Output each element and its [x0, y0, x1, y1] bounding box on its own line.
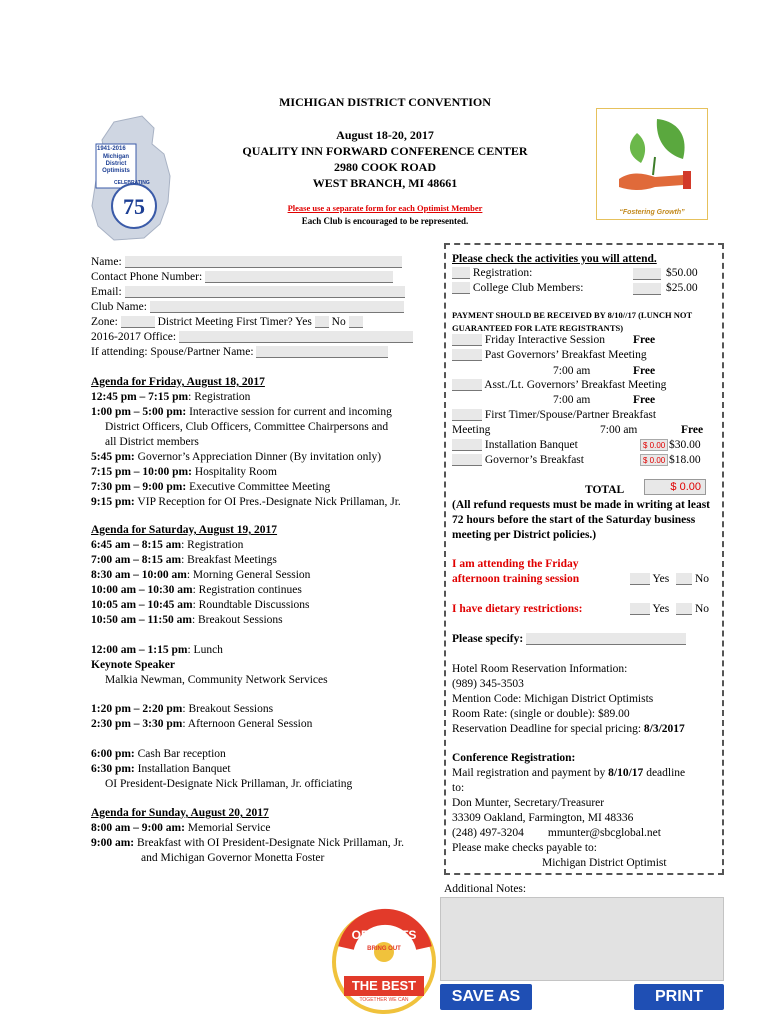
friday-session-checkbox[interactable] — [452, 334, 482, 346]
agenda-item: 12:00 am – 1:15 pm: Lunch — [91, 644, 223, 656]
agenda-item: 7:00 am – 8:15 am: Breakfast Meetings — [91, 554, 277, 566]
email-label: Email: — [91, 286, 122, 298]
michigan-district-logo — [84, 114, 176, 242]
agenda-item: 6:45 am – 8:15 am: Registration — [91, 539, 244, 551]
conf-payee: Michigan District Optimist — [542, 857, 667, 869]
agenda-item: 8:30 am – 10:00 am: Morning General Session — [91, 569, 311, 581]
hotel-title: Hotel Room Reservation Information: — [452, 663, 628, 675]
agenda-item: 6:30 pm: Installation Banquet — [91, 763, 231, 775]
asst-gov-time: 7:00 am — [553, 394, 591, 406]
convention-title: MICHIGAN DISTRICT CONVENTION — [279, 95, 491, 109]
first-timer-breakfast-row: First Timer/Spouse/Partner Breakfast — [452, 408, 656, 423]
convention-venue: QUALITY INN FORWARD CONFERENCE CENTER — [242, 144, 528, 158]
college-qty[interactable] — [633, 283, 661, 295]
keynote-label: Keynote Speaker — [91, 659, 176, 671]
hotel-phone: (989) 345-3503 — [452, 678, 524, 690]
spouse-label: If attending: Spouse/Partner Name: — [91, 346, 254, 358]
gov-breakfast-qty[interactable] — [452, 454, 482, 466]
agenda-saturday — [91, 523, 441, 628]
office-field[interactable] — [179, 331, 413, 343]
activities-heading: Please check the activities you will attend. — [452, 253, 657, 265]
additional-notes-field[interactable] — [440, 897, 724, 981]
evening-block — [91, 747, 441, 792]
agenda-item: OI President-Designate Nick Prillaman, Jr. officiating — [105, 778, 353, 790]
friday-training-question: I am attending the Friday afternoon training session — [452, 558, 580, 585]
hotel-rate: Room Rate: (single or double): $89.00 — [452, 708, 630, 720]
club-name-field[interactable] — [150, 301, 404, 313]
separate-form-note: Please use a separate form for each Optimist Member — [287, 203, 483, 213]
friday-session-price: Free — [633, 334, 656, 346]
dietary-question: I have dietary restrictions: — [452, 603, 583, 615]
club-row — [91, 300, 404, 315]
lunch-block — [91, 643, 441, 688]
agenda-item: 1:20 pm – 2:20 pm: Breakout Sessions — [91, 703, 274, 715]
agenda-friday — [91, 375, 441, 510]
conf-contact: (248) 497-3204 mmunter@sbcglobal.net — [452, 827, 661, 839]
agenda-item: 8:00 am – 9:00 am: Memorial Service — [91, 822, 271, 834]
registration-qty[interactable] — [633, 268, 661, 280]
zone-field[interactable] — [121, 316, 155, 328]
past-gov-checkbox[interactable] — [452, 349, 482, 361]
first-timer-price: Free — [681, 424, 704, 436]
registration-row: Registration: — [452, 266, 532, 281]
logo-mid-text: BRING OUT — [367, 946, 401, 952]
agenda-friday-heading: Agenda for Friday, August 18, 2017 — [91, 376, 265, 388]
club-representation-note: Each Club is encouraged to be represented. — [301, 216, 469, 226]
agenda-item: 10:50 am – 11:50 am: Breakout Sessions — [91, 614, 283, 626]
first-timer-no-label: No — [331, 316, 346, 328]
agenda-item: and Michigan Governor Monetta Foster — [141, 852, 325, 864]
conf-street: 33309 Oakland, Farmington, MI 48336 — [452, 812, 634, 824]
agenda-item: 2:30 pm – 3:30 pm: Afternoon General Session — [91, 718, 313, 730]
zone-row — [91, 315, 363, 330]
hotel-deadline: Reservation Deadline for special pricing: 8/3/2017 — [452, 723, 685, 735]
past-gov-price: Free — [633, 365, 656, 377]
meeting-label: Meeting — [452, 424, 491, 436]
agenda-item: 7:15 pm – 10:00 pm: Hospitality Room — [91, 466, 277, 478]
email-row — [91, 285, 405, 300]
conf-checks: Please make checks payable to: — [452, 842, 597, 854]
agenda-saturday-heading: Agenda for Saturday, August 19, 2017 — [91, 524, 278, 536]
name-row — [91, 255, 402, 270]
logo-years: 1941-2016 — [97, 146, 126, 152]
logo-top-text: OPTIMISTS — [351, 928, 417, 942]
agenda-item: 6:00 pm: Cash Bar reception — [91, 748, 226, 760]
gov-breakfast-amount[interactable]: $ 0.00 — [640, 454, 668, 466]
logo-sub-text: TOGETHER WE CAN — [359, 997, 409, 1003]
registration-price: $50.00 — [666, 267, 698, 279]
dietary-options: Yes No — [630, 602, 709, 617]
banquet-row: Installation Banquet — [452, 438, 578, 453]
zone-label: Zone: — [91, 316, 118, 328]
banquet-price: $30.00 — [669, 439, 701, 451]
friday-training-options: Yes No — [630, 572, 709, 587]
refund-policy: (All refund requests must be made in writing at least 72 hours before the start of the Saturday business meeting per District policies.) — [452, 499, 711, 541]
agenda-sunday-heading: Agenda for Sunday, August 20, 2017 — [91, 807, 269, 819]
conf-mail: Mail registration and payment by 8/10/17 deadline — [452, 767, 686, 779]
convention-city: WEST BRANCH, MI 48661 — [312, 176, 458, 190]
asst-gov-checkbox[interactable] — [452, 379, 482, 391]
past-gov-time: 7:00 am — [553, 365, 591, 377]
keynote-name: Malkia Newman, Community Network Services — [105, 674, 328, 686]
notes-label: Additional Notes: — [444, 883, 527, 895]
club-label: Club Name: — [91, 301, 147, 313]
friday-training-no-box[interactable] — [676, 573, 692, 585]
college-checkbox[interactable] — [452, 282, 470, 294]
agenda-item: District Officers, Club Officers, Committee Chairpersons and — [105, 421, 389, 433]
hotel-info — [452, 662, 720, 737]
anniversary-number: 75 — [123, 194, 145, 219]
office-label: 2016-2017 Office: — [91, 331, 177, 343]
agenda-sunday — [91, 806, 443, 866]
conf-to: to: — [452, 782, 465, 794]
agenda-item: 5:45 pm: Governor’s Appreciation Dinner (By invitation only) — [91, 451, 382, 463]
dietary-no-box[interactable] — [676, 603, 692, 615]
total-field[interactable]: $ 0.00 — [644, 479, 706, 495]
specify-row: Please specify: — [452, 632, 686, 647]
afternoon-block — [91, 702, 441, 732]
college-price: $25.00 — [666, 282, 698, 294]
agenda-item: 7:30 pm – 9:00 pm: Executive Committee Meeting — [91, 481, 331, 493]
logo-bottom-text: THE BEST — [351, 978, 417, 993]
asst-gov-row: Asst./Lt. Governors’ Breakfast Meeting — [452, 378, 666, 393]
banquet-qty[interactable] — [452, 439, 482, 451]
save-as-button[interactable]: SAVE AS — [440, 984, 532, 1010]
fostering-growth-logo — [596, 108, 708, 220]
friday-session-row: Friday Interactive Session — [452, 333, 605, 348]
conference-registration — [452, 751, 720, 871]
first-timer-no-box[interactable] — [349, 316, 363, 328]
agenda-item: 10:05 am – 10:45 am: Roundtable Discussions — [91, 599, 310, 611]
logo-tagline: “Fostering Growth” — [619, 209, 685, 216]
college-row: College Club Members: — [452, 281, 583, 296]
phone-row — [91, 270, 393, 285]
logo-org-name: Michigan District Optimists — [102, 154, 130, 174]
banquet-amount[interactable]: $ 0.00 — [640, 439, 668, 451]
name-field[interactable] — [125, 256, 402, 268]
agenda-item: 9:00 am: Breakfast with OI President-Designate Nick Prillaman, Jr. — [91, 837, 404, 849]
friday-training-yes-box[interactable] — [630, 573, 650, 585]
conf-title: Conference Registration: — [452, 752, 576, 764]
agenda-item: 1:00 pm – 5:00 pm: Interactive session for current and incoming — [91, 406, 392, 418]
first-timer-time: 7:00 am — [600, 424, 638, 436]
agenda-item: all District members — [105, 436, 199, 448]
print-button[interactable]: PRINT — [634, 984, 724, 1010]
registration-checkbox[interactable] — [452, 267, 470, 279]
email-field[interactable] — [125, 286, 405, 298]
logo-celebrating: CELEBRATING — [114, 180, 150, 186]
spouse-row — [91, 345, 388, 360]
agenda-item: 12:45 pm – 7:15 pm: Registration — [91, 391, 251, 403]
office-row — [91, 330, 413, 345]
hotel-code: Mention Code: Michigan District Optimists — [452, 693, 654, 705]
gov-breakfast-row: Governor’s Breakfast — [452, 453, 584, 468]
dietary-specify-field[interactable] — [526, 633, 686, 645]
first-timer-yes-box[interactable] — [315, 316, 329, 328]
first-timer-breakfast-checkbox[interactable] — [452, 409, 482, 421]
asst-gov-price: Free — [633, 394, 656, 406]
gov-breakfast-price: $18.00 — [669, 454, 701, 466]
optimists-bring-out-the-best-logo — [332, 900, 436, 1024]
past-gov-row: Past Governors’ Breakfast Meeting — [452, 348, 647, 363]
convention-address: 2980 COOK ROAD — [334, 160, 436, 174]
spouse-field[interactable] — [256, 346, 388, 358]
total-label: TOTAL — [585, 484, 625, 496]
agenda-item: 9:15 pm: VIP Reception for OI Pres.-Designate Nick Prillaman, Jr. — [91, 496, 401, 508]
phone-field[interactable] — [205, 271, 393, 283]
conf-person: Don Munter, Secretary/Treasurer — [452, 797, 605, 809]
dietary-yes-box[interactable] — [630, 603, 650, 615]
name-label: Name: — [91, 256, 122, 268]
agenda-item: 10:00 am – 10:30 am: Registration continues — [91, 584, 302, 596]
first-timer-label: District Meeting First Timer? Yes — [157, 316, 312, 328]
payment-note: PAYMENT SHOULD BE RECEIVED BY 8/10//17 (LUNCH NOT GUARANTEED FOR LATE REGISTRANTS) — [452, 310, 693, 333]
convention-dates: August 18-20, 2017 — [336, 128, 434, 142]
phone-label: Contact Phone Number: — [91, 271, 203, 283]
